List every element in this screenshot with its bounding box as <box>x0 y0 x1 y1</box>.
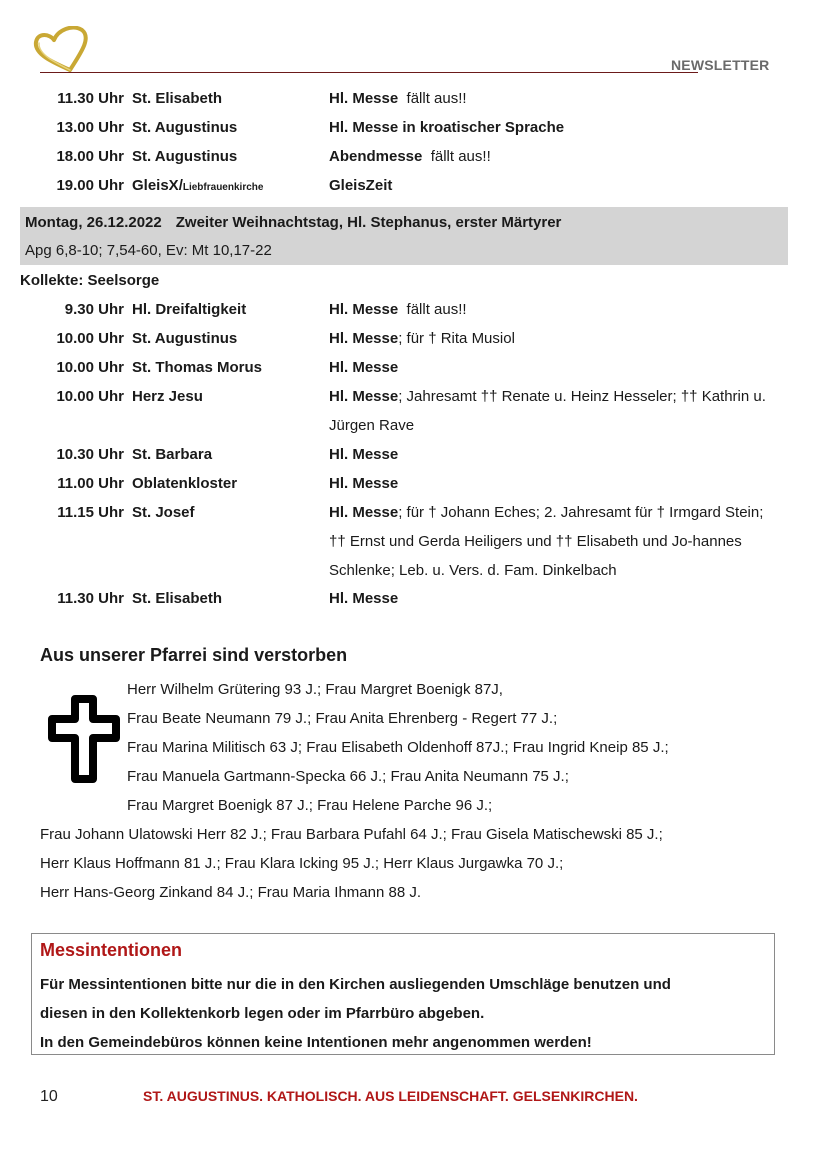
service: Abendmesse <box>329 148 423 165</box>
schedule-row <box>20 113 800 142</box>
service: Hl. Messe <box>329 446 399 463</box>
place: St. Josef <box>132 504 195 521</box>
time: 10.00 Uhr <box>56 359 124 376</box>
description <box>329 498 779 585</box>
schedule-row <box>20 498 800 585</box>
schedule-row <box>20 84 800 113</box>
service: Hl. Messe <box>329 388 399 405</box>
place: St. Barbara <box>132 446 213 463</box>
deceased-line: Herr Wilhelm Grütering 93 J.; Frau Margret Boenigk 87J, <box>127 681 503 698</box>
place: St. Augustinus <box>132 119 238 136</box>
description <box>329 295 809 324</box>
footer-slogan: ST. AUGUSTINUS. KATHOLISCH. AUS LEIDENSCHAFT. GELSENKIRCHEN. <box>143 1088 638 1104</box>
time: 11.30 Uhr <box>57 590 124 607</box>
kollekte: Kollekte: Seelsorge <box>20 272 160 289</box>
day-date: Montag, 26.12.2022 <box>25 214 162 231</box>
schedule-row <box>20 171 800 200</box>
note: fällt aus!! <box>398 301 467 318</box>
place: Oblatenkloster <box>132 475 238 492</box>
deceased-line: Frau Beate Neumann 79 J.; Frau Anita Ehrenberg - Regert 77 J.; <box>127 710 558 727</box>
place: St. Elisabeth <box>132 90 223 107</box>
time: 10.30 Uhr <box>56 446 124 463</box>
description <box>329 353 809 382</box>
service: Hl. Messe <box>329 301 399 318</box>
deceased-line: Herr Hans-Georg Zinkand 84 J.; Frau Maria Ihmann 88 J. <box>40 884 421 901</box>
description <box>329 324 809 353</box>
description <box>329 171 809 200</box>
day-feast: Zweiter Weihnachtstag, Hl. Stephanus, erster Märtyrer <box>175 214 562 231</box>
note: ; für † Johann Eches; 2. Jahresamt für † Irmgard Stein; †† Ernst und Gerda Heiligers und †† Elisabeth und Jo-hannes Schlenke; Leb. u. Vers. d. Fam. Dinkelbach <box>329 504 764 579</box>
deceased-line: Frau Margret Boenigk 87 J.; Frau Helene Parche 96 J.; <box>127 797 493 814</box>
time: 19.00 Uhr <box>56 177 124 194</box>
service: Hl. Messe <box>329 590 399 607</box>
time: 9.30 Uhr <box>64 301 124 318</box>
time: 11.15 Uhr <box>57 504 124 521</box>
service: Hl. Messe in kroatischer Sprache <box>329 119 565 136</box>
description <box>329 142 809 171</box>
schedule-row <box>20 295 800 324</box>
header-rule <box>40 72 698 73</box>
place: St. Augustinus <box>132 148 238 165</box>
deceased-line: Frau Marina Militisch 63 J; Frau Elisabeth Oldenhoff 87J.; Frau Ingrid Kneip 85 J.; <box>127 739 669 756</box>
schedule-row <box>20 324 800 353</box>
time: 11.00 Uhr <box>57 475 124 492</box>
heart-logo <box>32 26 94 72</box>
messintentionen-box <box>31 933 775 1055</box>
description <box>329 382 797 440</box>
time: 10.00 Uhr <box>56 388 124 405</box>
schedule-row <box>20 584 800 613</box>
deceased-title: Aus unserer Pfarrei sind verstorben <box>40 645 348 665</box>
deceased-line: Herr Klaus Hoffmann 81 J.; Frau Klara Icking 95 J.; Herr Klaus Jurgawka 70 J.; <box>40 855 564 872</box>
place: Herz Jesu <box>132 388 203 405</box>
description <box>329 113 809 142</box>
description <box>329 440 809 469</box>
page-number: 10 <box>40 1088 58 1105</box>
schedule-row <box>20 440 800 469</box>
time: 10.00 Uhr <box>56 330 124 347</box>
day-header <box>20 207 788 265</box>
messintentionen-title: Messintentionen <box>40 940 183 960</box>
place-main: GleisX/ <box>132 177 183 194</box>
service: Hl. Messe <box>329 90 399 107</box>
time: 11.30 Uhr <box>57 90 124 107</box>
time: 13.00 Uhr <box>56 119 124 136</box>
deceased-line: Frau Manuela Gartmann-Specka 66 J.; Frau Anita Neumann 75 J.; <box>127 768 569 785</box>
description <box>329 469 809 498</box>
day-readings: Apg 6,8-10; 7,54-60, Ev: Mt 10,17-22 <box>25 242 272 259</box>
note: ; für † Rita Musiol <box>398 330 515 347</box>
deceased-line: Frau Johann Ulatowski Herr 82 J.; Frau Barbara Pufahl 64 J.; Frau Gisela Matischewski 85 J.; <box>40 826 663 843</box>
time: 18.00 Uhr <box>56 148 124 165</box>
place: St. Elisabeth <box>132 590 223 607</box>
schedule-row <box>20 469 800 498</box>
note: fällt aus!! <box>398 90 467 107</box>
place: St. Thomas Morus <box>132 359 263 376</box>
place: Hl. Dreifaltigkeit <box>132 301 247 318</box>
messintentionen-line: In den Gemeindebüros können keine Intentionen mehr angenommen werden! <box>40 1034 592 1051</box>
newsletter-label: NEWSLETTER <box>671 57 770 73</box>
description <box>329 84 809 113</box>
description <box>329 584 809 613</box>
place <box>132 171 263 202</box>
place: St. Augustinus <box>132 330 238 347</box>
place-sub: Liebfrauenkirche <box>182 182 264 193</box>
messintentionen-line: Für Messintentionen bitte nur die in den Kirchen ausliegenden Umschläge benutzen und <box>40 976 671 993</box>
schedule-row <box>20 142 800 171</box>
service: Hl. Messe <box>329 330 399 347</box>
service: Hl. Messe <box>329 359 399 376</box>
messintentionen-line: diesen in den Kollektenkorb legen oder im Pfarrbüro abgeben. <box>40 1005 485 1022</box>
service: GleisZeit <box>329 177 393 194</box>
note: ; Jahresamt †† Renate u. Heinz Hesseler; †† Kathrin u. Jürgen Rave <box>329 388 766 434</box>
cross-icon <box>48 695 120 783</box>
schedule-row <box>20 382 800 440</box>
schedule-row <box>20 353 800 382</box>
service: Hl. Messe <box>329 475 399 492</box>
service: Hl. Messe <box>329 504 399 521</box>
note: fällt aus!! <box>422 148 491 165</box>
